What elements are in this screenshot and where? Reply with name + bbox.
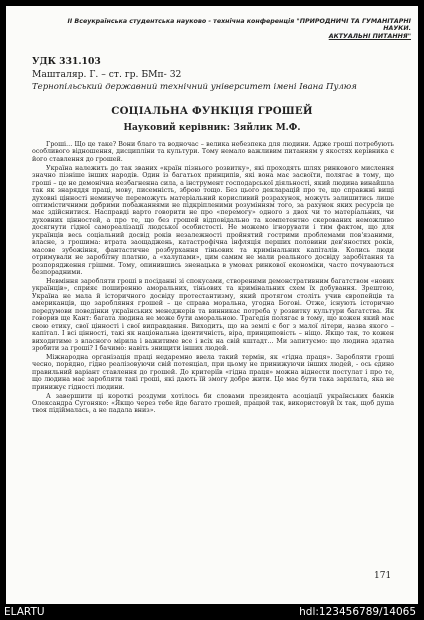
conference-title-line1: ІІ Всеукраїнська студентська науково - технічна конференція "ПРИРОДНИЧІ ТА ГУМАНІТАРНІ НАУКИ. (67, 18, 411, 33)
paper-title: СОЦІАЛЬНА ФУНКЦІЯ ГРОШЕЙ (111, 105, 313, 117)
udk-code: УДК 331.103 (32, 56, 101, 67)
document-page (6, 6, 418, 604)
paragraph: Гроші… Що це таке? Вони благо та водночас – велика небезпека для людини. Адже гроші потребують особливого відношення, дисципліни та культури. Тому немало важливим питанням у якостях керівника є його ставлення до грошей. (32, 141, 394, 163)
paragraph: Невміння заробляти гроші в посіданні зі спокусами, створеними демонстративним багатством «нових українців», сприяє поширенню аморальних, тіньових та кримінальних схем їх добування. Зрештою, Україна не мала й історичного досвіду протестантизму, який протягом століть учив європейців та американців, що заробляння грошей – це справа моральна, угодна Богові. Отже, існують історично передумови поведінки українських менеджерів та винникає потреба у розвитку культури багатства. Як говорив ще Кант: багата людина не може бути аморальною. Трагедія полягає в тому, що кожен який має свою етику, свої цінності і свої виправдання. Виходить, що на землі є бог з малої літери, назва якого – капітал. І всі цінності, такі як національна ідентичність, віра, принциповість – ніщо. Якщо так, то кожен виходитиме з власного мірила і важитиме все і всіх на свій кштадт... Ми запитуємо: що людина здатна зробити за гроші? І бачимо: навіть знищити інших людей. (32, 277, 394, 353)
paragraph: Україна належить до так званих «країн пізнього розвитку», які проходять шлях ринкового мислення значно пізніше інших народів. Один із багатьох принципів, які вона має засвоїти, полягає в тому, що гроші – це не демонічна незбагненна сила, а інструмент господарської діяльності, який людина винайшла так як знаряддя праці, мову, писемність, зброю тощо. Без цього декларацій про те, що справжні вищі духовні цінності неминуче переможуть матеріальний корисливий розрахунок, можуть залишитись лише оптимістичними добрими побажаннями не підкріпленими розумінням того, за рахунок яких ресурсів це має здійснитися. Насправді варто говорити не про «перемогу» одного з двох чи то матеріальних, чи духовних цінностей, а про те, що без грошей відповідально та компетентно скерованих неможливо досягнути гідної самореалізації людської особистості. Не можемо ігнорувати і тим фактом, що для українців весь соціальний досвід років незалежності пройнятий гострими проблемами пов'язаними, власне, з грошима: втрата заощаджень, катастрофічна інфляція перших половини дев'яностих років, масове зубожіння, фантастичне розбурхання тіньових та кримінальних капіталів. Колись люди отримували не заробітну платню, а «халупами», цим самим не мали реального досвіду заробітання та розпорядження грішми. Тому, опинившись зненацька в умовах ринкової економіки, часто почуваються безпорадними. (32, 164, 394, 277)
article-body (32, 141, 394, 416)
repository-footer (0, 604, 424, 620)
scientific-advisor: Науковий керівник: Зяйлик М.Ф. (123, 123, 301, 133)
repository-name: ELARTU (4, 606, 45, 618)
author-line: Машталяр. Г. – ст. гр. БМп- 32 (32, 69, 182, 80)
handle-link[interactable]: hdl:123456789/14065 (299, 606, 416, 618)
conference-header (66, 18, 411, 40)
affiliation-line: Тернопільський державний технічний університет імені Івана Пулюя (32, 82, 357, 92)
paragraph: Міжнародна організація праці недаремно ввела такий термін, як «гідна праця». Заробляти гроші чесно, порядно, гідно реалізовуючи свій потенціал, при цьому не принижуючи інших людей, - ось єдино правильний варіант ставлення до грошей. До критеріїв «гідна праця» можна віднести постулат і про те, що людина має заробляти такі гроші, які дають їй змогу добре жити. Це має бути така зарплата, яка не принижує гідності людини. (32, 353, 394, 391)
conference-title-line2: АКТУАЛЬНІ ПИТАННЯ" (328, 32, 411, 40)
page-number: 171 (374, 571, 392, 581)
paragraph: А завершити ці короткі роздуми хотілось би словами президента асоціації українських банків Олександра Сугоняко: «Якщо через тебе йде багато грошей, працюй так, використовуй їх так, щоб душа твоя підіймалась, а не падала вниз». (32, 392, 394, 415)
